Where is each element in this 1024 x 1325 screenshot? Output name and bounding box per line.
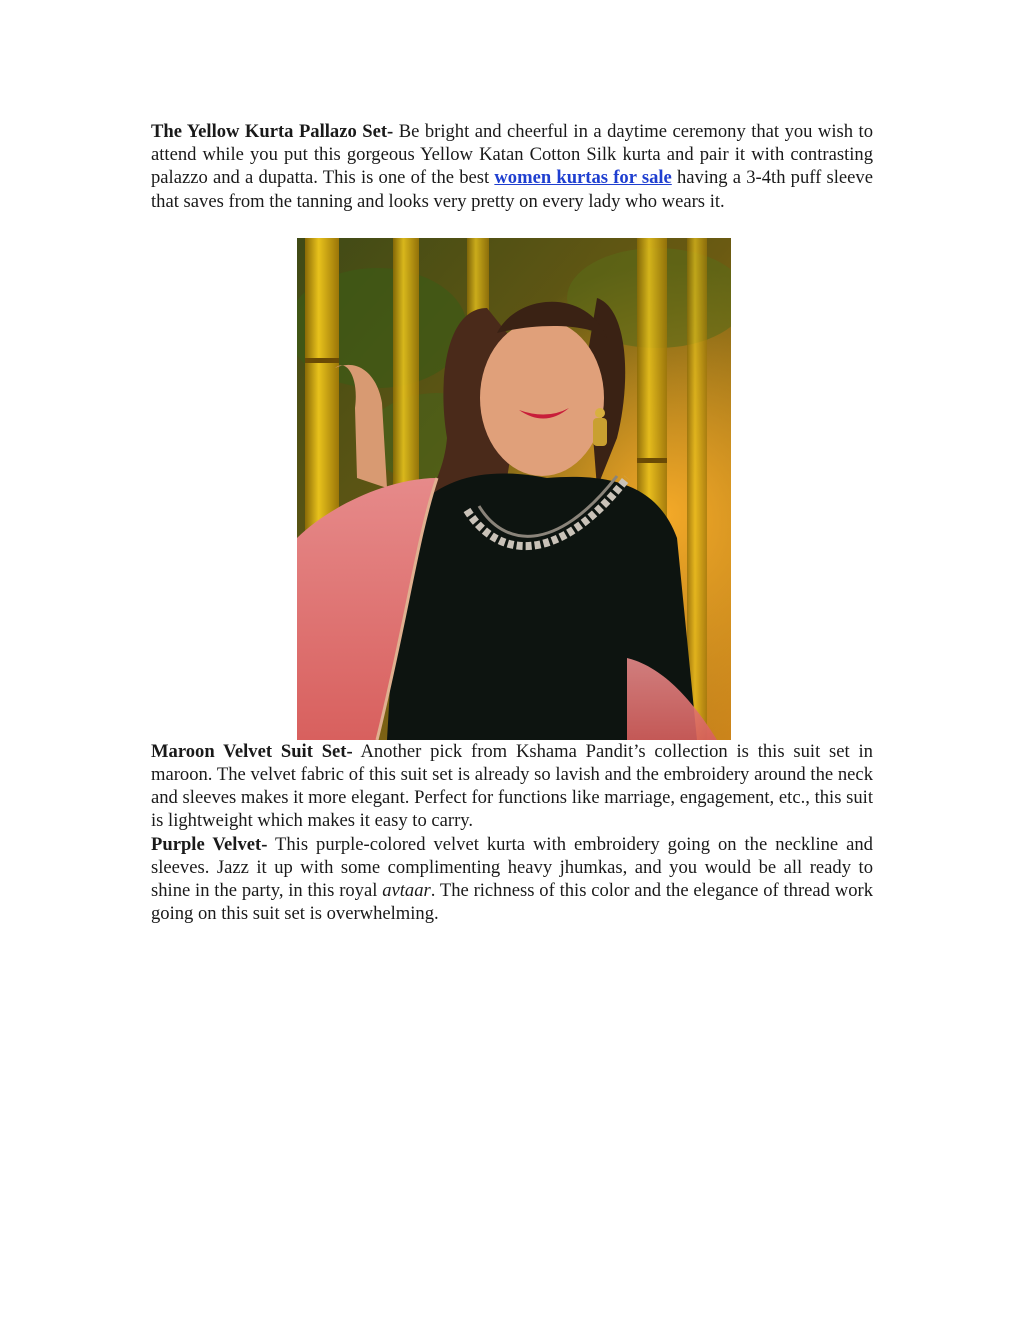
italic-word: avtaar [382, 880, 431, 902]
paragraph-text: . The richness of this color and the elegance of thread work going on this suit set is overwhelming. [151, 880, 873, 925]
paragraph-text: This purple-colored velvet kurta with embroidery going on the neckline and sleeves. Jazz it up with some complimenting heavy jhumkas, and you would be all ready to shine in the party, in this royal [151, 833, 873, 902]
women-kurtas-link[interactable]: women kurtas for sale [494, 167, 672, 189]
heading-purple-velvet: Purple Velvet- [151, 833, 268, 855]
document-page [151, 120, 873, 925]
paragraph-text: Be bright and cheerful in a daytime ceremony that you wish to attend while you put this gorgeous Yellow Katan Cotton Silk kurta and pair it with contrasting palazzo and a dupatta. This is one of the best [151, 121, 873, 189]
paragraph-purple-velvet [151, 833, 873, 926]
heading-yellow-kurta: The Yellow Kurta Pallazo Set- [151, 121, 394, 142]
paragraph-yellow-kurta [151, 120, 873, 213]
paragraph-text: Another pick from Kshama Pandit’s collection is this suit set in maroon. The velvet fabric of this suit set is already so lavish and the embroidery around the neck and sleeves makes it more elegant. Perfect for functions like marriage, engagement, etc., this suit is lightweight which makes it easy to carry. [151, 740, 873, 832]
paragraph-text: having a 3-4th puff sleeve that saves from the tanning and looks very pretty on every lady who wears it. [151, 167, 873, 212]
product-photo [297, 238, 731, 740]
heading-maroon-velvet: Maroon Velvet Suit Set- [151, 740, 353, 762]
paragraph-maroon-velvet [151, 740, 873, 833]
